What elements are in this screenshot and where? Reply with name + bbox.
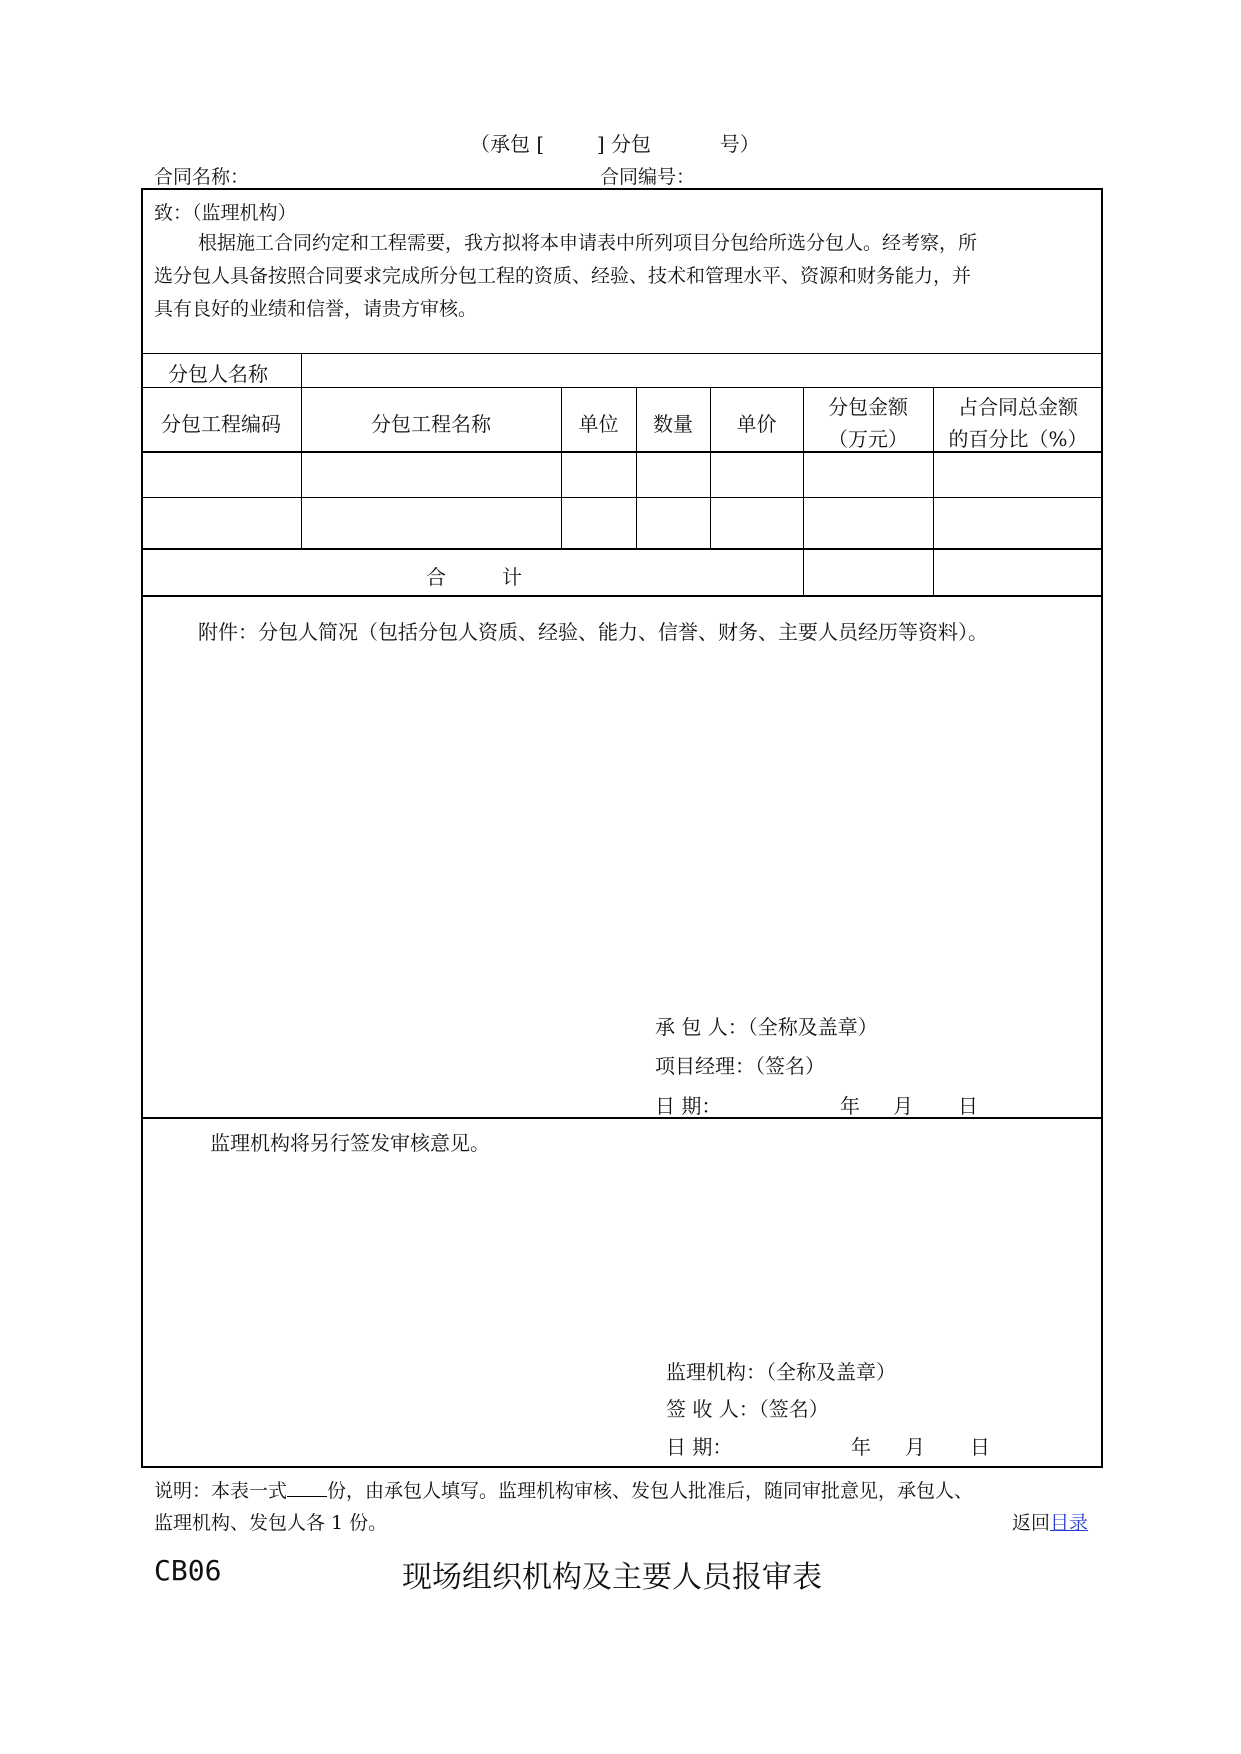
copies-blank	[287, 1478, 327, 1497]
form-subtitle	[470, 128, 760, 157]
intro-line-2: 选分包人具备按照合同要求完成所分包工程的资质、经验、技术和管理水平、资源和财务能力，并	[154, 265, 972, 287]
header-name: 分包工程名称	[371, 412, 491, 436]
receiver-label: 签 收 人：（签名）	[666, 1397, 829, 1421]
total-label-a: 合	[426, 565, 446, 589]
next-form-title: 现场组织机构及主要人员报审表	[402, 1560, 822, 1595]
note-part1: 说明：本表一式	[154, 1480, 288, 1502]
supervisor-year: 年	[851, 1435, 871, 1459]
supervisor-day: 日	[970, 1435, 990, 1459]
intro-line-3: 具有良好的业绩和信誉，请贵方审核。	[154, 298, 478, 320]
attachment-text: 附件：分包人简况（包括分包人资质、经验、能力、信誉、财务、主要人员经历等资料）。	[198, 620, 988, 644]
subtitle-part2: ] 分包	[596, 132, 652, 156]
contractor-year: 年	[840, 1094, 860, 1118]
header-qty: 数量	[653, 412, 693, 436]
toc-link[interactable]: 目录	[1050, 1512, 1089, 1534]
contractor-day: 日	[958, 1094, 978, 1118]
supervisor-opinion: 监理机构将另行签发审核意见。	[210, 1131, 490, 1155]
subcontractor-name-label: 分包人名称	[168, 362, 268, 386]
subtitle-part1: （承包 [	[470, 132, 545, 156]
divider	[141, 595, 1103, 597]
subtitle-part3: 号）	[719, 132, 760, 156]
footer-note-line2: 监理机构、发包人各 1 份。	[154, 1512, 388, 1534]
form-frame	[141, 188, 1103, 1468]
return-text: 返回	[1012, 1512, 1051, 1534]
divider	[141, 387, 1103, 388]
divider	[141, 497, 1103, 498]
header-amount-line1: 分包金额	[828, 395, 908, 419]
header-percent-line1: 占合同总金额	[958, 395, 1078, 419]
contract-no-label: 合同编号：	[600, 166, 696, 188]
footer-note-line1	[154, 1476, 973, 1503]
header-percent-line2: 的百分比（%）	[948, 427, 1088, 451]
header-unit: 单位	[578, 412, 619, 436]
header-amount-line2: （万元）	[828, 427, 908, 451]
manager-label: 项目经理：（签名）	[655, 1054, 825, 1078]
divider	[301, 353, 302, 387]
to-label: 致：（监理机构）	[154, 202, 297, 224]
next-form-code: CB06	[154, 1554, 222, 1587]
contractor-label: 承 包 人：（全称及盖章）	[655, 1015, 878, 1039]
supervisor-month: 月	[905, 1435, 925, 1459]
total-label-b: 计	[502, 565, 522, 589]
return-nav	[1012, 1508, 1088, 1535]
contractor-date-label: 日 期：	[655, 1094, 722, 1118]
header-price: 单价	[736, 412, 777, 436]
contract-name-label: 合同名称：	[154, 166, 250, 188]
supervisor-org-label: 监理机构：（全称及盖章）	[666, 1360, 896, 1384]
note-part2: 份，由承包人填写。监理机构审核、发包人批准后，随同审批意见，承包人、	[327, 1480, 974, 1502]
divider	[141, 353, 1103, 354]
contractor-month: 月	[893, 1094, 913, 1118]
supervisor-date-label: 日 期：	[666, 1435, 733, 1459]
divider	[141, 548, 1103, 550]
header-code: 分包工程编码	[161, 412, 281, 436]
intro-line-1: 根据施工合同约定和工程需要，我方拟将本申请表中所列项目分包给所选分包人。经考察，所	[198, 232, 978, 254]
